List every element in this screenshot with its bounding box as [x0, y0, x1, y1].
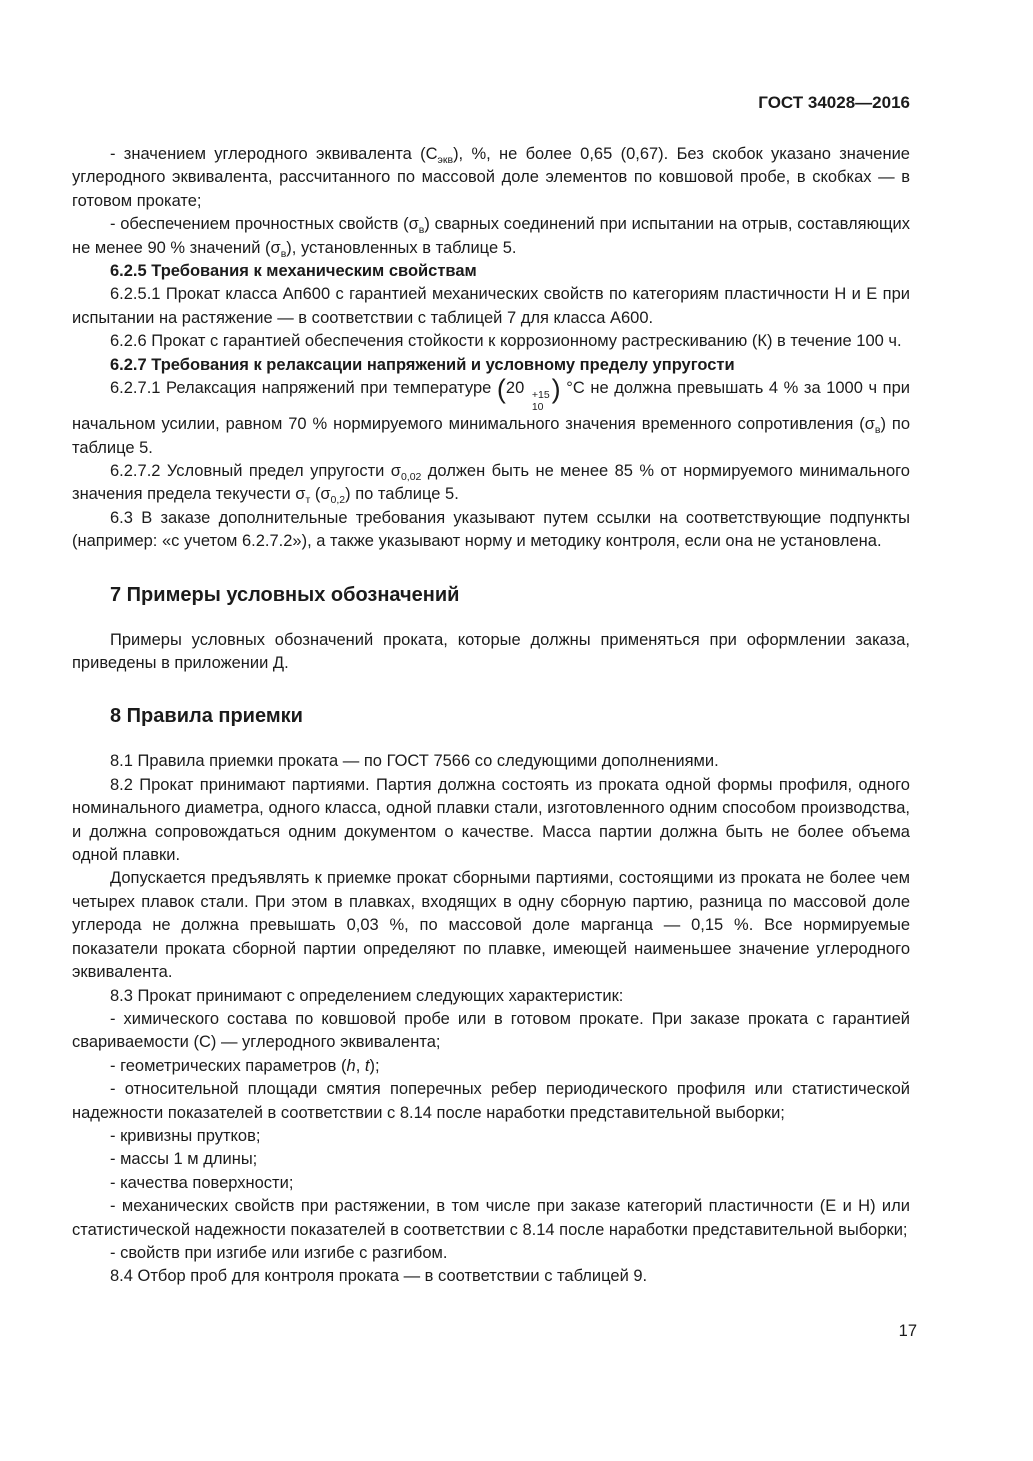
para-8-3-item-geometry: - геометрических параметров (h, t);	[110, 1056, 380, 1075]
page-number: 17	[898, 1322, 917, 1340]
para-8-3-item-surface: - качества поверхности;	[110, 1173, 294, 1192]
subscript: экв	[437, 154, 454, 166]
para-8-3-item-curvature: - кривизны прутков;	[110, 1126, 261, 1145]
heading-6-2-7: 6.2.7 Требования к релаксации напряжений и условному пределу упругости	[110, 355, 735, 374]
document-content	[72, 93, 910, 1289]
para-8-3-item-mechanical: - механических свойств при растяжении, в том числе при заказе категорий пластичности (Е и Н) или статистической надежности показателей в соответствии с 8.14 после наработки представительной выборки;	[72, 1197, 910, 1239]
subscript: 0,02	[400, 471, 422, 483]
subscript: т	[305, 494, 311, 507]
italic-symbol: t	[364, 1056, 370, 1075]
para-6-2-7-2: 6.2.7.2 Условный предел упругости $\sigma_{0,02}$ должен быть не менее 85 % от нормируемого минимального значения предела текучести $\sigma_т$ $(\sigma_{0,2})$ по таблице 5.	[72, 462, 910, 507]
subscript: в	[874, 424, 881, 437]
para-8-3-item-chemical: - химического состава по ковшовой пробе или в готовом прокате. При заказе проката с гарантией свариваемости (С) — углеродного эквивалента;	[72, 1009, 910, 1052]
para-8-1: 8.1 Правила приемки проката — по ГОСТ 7566 со следующими дополнениями.	[110, 752, 719, 771]
subscript: 0,2	[330, 494, 346, 507]
para-6-2-5-1: 6.2.5.1 Прокат класса Ап600 с гарантией механических свойств по категориям пластичности Н и Е при испытании на растяжение — в соответствии с таблицей 7 для класса А600.	[72, 285, 910, 327]
para-8-3-item-bend: - свойств при изгибе или изгибе с разгибом.	[110, 1243, 448, 1262]
subscript: в	[418, 224, 425, 237]
para-8-2: 8.2 Прокат принимают партиями. Партия должна состоять из проката одной формы профиля, одного номинального диаметра, одного класса, одной плавки стали, изготовленного одним способом производства, и должна сопровождаться одним документом о качестве. Масса партии должна быть не более объема одной плавки.	[72, 775, 910, 865]
para-8-4: 8.4 Отбор проб для контроля проката — в соответствии с таблицей 9.	[110, 1267, 648, 1286]
para-8-3: 8.3 Прокат принимают с определением следующих характеристик:	[110, 986, 624, 1005]
para-carbon-equivalent: - значением углеродного эквивалента $(С_{экв})$, %, не более 0,65 (0,67). Без скобок указано значение углеродного эквивалента, рассчитанного по массовой доле элементов по ковшовой пробе, в скобках — в готовом прокате;	[72, 145, 910, 210]
heading-section-7: 7 Примеры условных обозначений	[110, 583, 460, 606]
para-6-3: 6.3 В заказе дополнительные требования указывают путем ссылки на соответствующие подпункты (например: «с учетом 6.2.7.2»), а также указывают норму и методику контроля, если она не установлена.	[72, 508, 910, 551]
para-8-3-item-mass: - массы 1 м длины;	[110, 1150, 258, 1169]
document-body	[72, 143, 910, 1289]
big-parenthesis: (	[496, 374, 506, 405]
para-7-intro: Примеры условных обозначений проката, которые должны применяться при оформлении заказа, приведены в приложении Д.	[72, 630, 910, 673]
document-header-standard-number: ГОСТ 34028—2016	[758, 93, 910, 112]
heading-section-8: 8 Правила приемки	[110, 705, 303, 728]
para-strength-properties: - обеспечением прочностных свойств $(\sigma_в)$ сварных соединений при испытании на отрыв, составляющих не менее 90 % значений $(\sigma_в)$, установленных в таблице 5.	[72, 215, 910, 260]
para-6-2-6: 6.2.6 Прокат с гарантией обеспечения стойкости к коррозионному растрескиванию (К) в течение 100 ч.	[110, 332, 902, 351]
para-8-2-combined-batches: Допускается предъявлять к приемке прокат сборными партиями, состоящими из проката не более чем четырех плавок стали. При этом в плавках, входящих в одну сборную партию, разница по массовой доле углерода не должна превышать 0,03 %, по массовой доле марганца — 0,15 %. Все нормируемые показатели проката сборной партии определяют по плавке, имеющей наименьшее значение углеродного эквивалента.	[72, 869, 910, 982]
para-6-2-7-1: 6.2.7.1 Релаксация напряжений при температуре (20 +15 10 ) °С не должна превышать 4 % за 1000 ч при начальном усилии, равном 70 % нормируемого минимального значения временного сопротивления $(\sigma_в)$ по таблице 5.	[72, 374, 910, 457]
big-parenthesis: )	[551, 374, 561, 405]
italic-symbol: h	[346, 1056, 356, 1075]
subscript: в	[280, 247, 287, 260]
heading-6-2-5: 6.2.5 Требования к механическим свойствам	[110, 262, 477, 281]
tolerance-stack: +15 10	[531, 389, 550, 414]
para-8-3-item-rib-area: - относительной площади смятия поперечных ребер периодического профиля или статистической надежности показателей в соответствии с 8.14 после наработки представительной выборки;	[72, 1080, 910, 1122]
